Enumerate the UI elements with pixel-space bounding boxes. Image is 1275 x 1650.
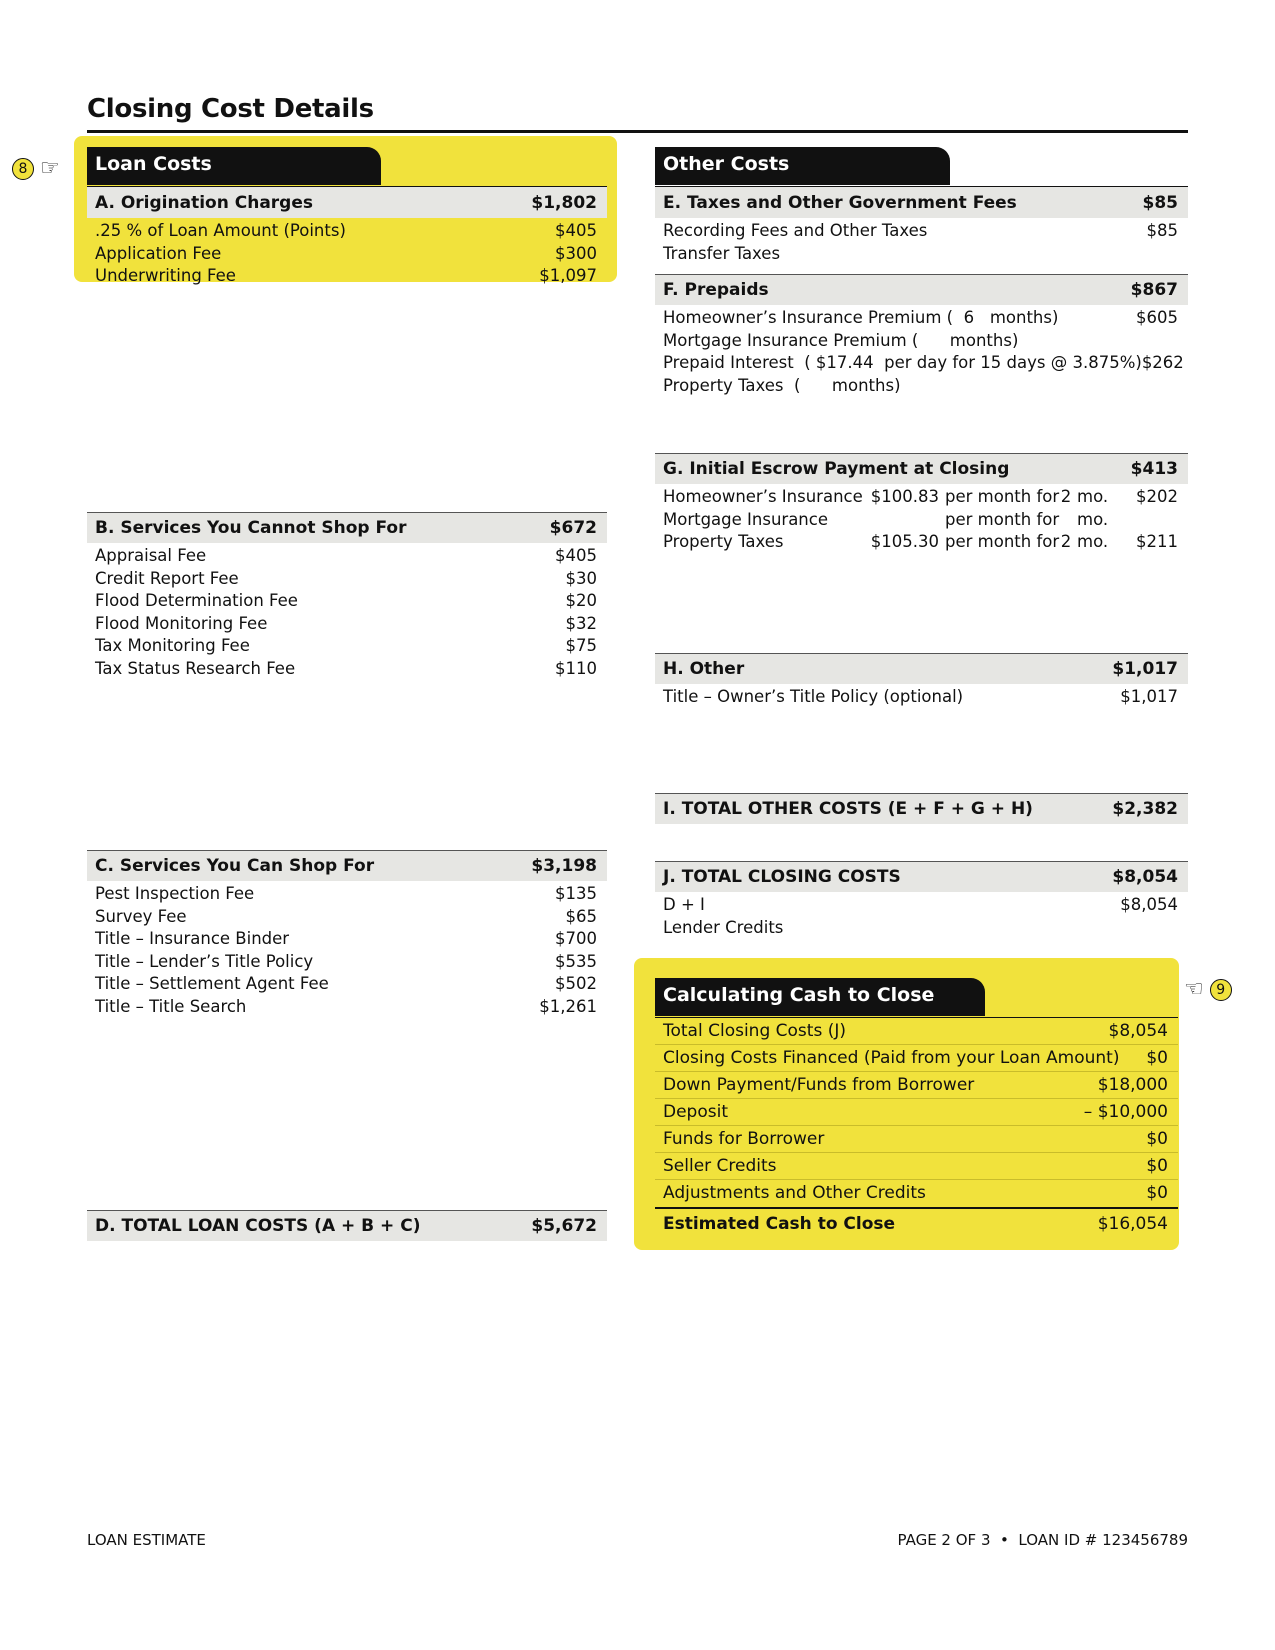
line-item: Recording Fees and Other Taxes $85 <box>663 221 1178 240</box>
tab-label: Calculating Cash to Close <box>655 978 985 1016</box>
section-heading: E. Taxes and Other Government Fees <box>663 192 1017 213</box>
section-total: $413 <box>1130 459 1178 479</box>
marker-8 <box>12 156 60 181</box>
calc-line: Down Payment/Funds from Borrower $18,000 <box>655 1072 1178 1099</box>
escrow-line: Property Taxes $105.30 per month for 2 mo. $211 <box>663 532 1178 551</box>
line-item: .25 % of Loan Amount (Points) $405 <box>95 221 597 240</box>
section-j-rows <box>655 892 1188 939</box>
section-j <box>655 861 1188 939</box>
line-item: Pest Inspection Fee $135 <box>95 884 597 903</box>
cash-to-close-rows <box>655 1018 1178 1237</box>
section-g <box>655 453 1188 554</box>
section-i-header <box>655 793 1188 824</box>
section-heading: F. Prepaids <box>663 280 769 300</box>
tab-label: Loan Costs <box>87 147 381 185</box>
footer-right: PAGE 2 OF 3 • LOAN ID # 123456789 <box>897 1531 1188 1549</box>
tab-rule <box>655 1017 1178 1019</box>
marker-number: 8 <box>12 158 34 180</box>
page-title: Closing Cost Details <box>87 94 374 124</box>
section-heading: D. TOTAL LOAN COSTS (A + B + C) <box>95 1216 421 1236</box>
section-h-rows <box>655 684 1188 709</box>
footer-left: LOAN ESTIMATE <box>87 1531 206 1549</box>
line-item: Lender Credits <box>663 917 784 937</box>
section-total: $867 <box>1130 280 1178 300</box>
section-f-rows <box>655 305 1188 397</box>
line-item: Flood Determination Fee $20 <box>95 591 597 610</box>
line-item: Survey Fee $65 <box>95 906 597 926</box>
cash-to-close-tab <box>655 978 1178 1018</box>
line-item: Tax Status Research Fee $110 <box>95 658 597 678</box>
section-e <box>655 187 1188 265</box>
pointing-hand-icon: ☞ <box>40 156 60 181</box>
line-item: Application Fee $300 <box>95 243 597 263</box>
calc-line: Deposit – $10,000 <box>655 1099 1178 1126</box>
section-h <box>655 653 1188 709</box>
section-b <box>87 512 607 680</box>
line-item: Tax Monitoring Fee $75 <box>95 636 597 655</box>
line-item: Underwriting Fee $1,097 <box>95 266 597 285</box>
line-item: Title – Lender’s Title Policy $535 <box>95 951 597 971</box>
loan-costs-tab <box>87 147 607 187</box>
calc-line: Funds for Borrower $0 <box>655 1126 1178 1153</box>
line-item: Property Taxes ( months) <box>663 375 901 395</box>
section-total: $1,017 <box>1112 659 1178 679</box>
section-a-rows <box>87 218 607 288</box>
section-c <box>87 850 607 1018</box>
line-item: Title – Insurance Binder $700 <box>95 929 597 948</box>
line-item: Prepaid Interest ( $17.44 per day for 15 days @ 3.875%) $262 <box>663 353 1184 372</box>
section-heading: J. TOTAL CLOSING COSTS <box>663 867 901 887</box>
estimated-cash-to-close: Estimated Cash to Close $16,054 <box>655 1207 1178 1237</box>
section-heading: I. TOTAL OTHER COSTS (E + F + G + H) <box>663 799 1033 819</box>
title-rule <box>87 130 1188 133</box>
line-item: Title – Owner’s Title Policy (optional) $1,017 <box>663 687 1178 706</box>
line-item: Homeowner’s Insurance Premium ( 6 months) $605 <box>663 308 1178 327</box>
section-total: $672 <box>549 518 597 538</box>
section-e-header <box>655 187 1188 218</box>
line-item: Flood Monitoring Fee $32 <box>95 613 597 633</box>
section-total: $5,672 <box>531 1216 597 1236</box>
other-costs-column <box>655 147 1188 947</box>
escrow-line: Mortgage Insurance per month for mo. <box>663 509 1109 529</box>
section-a-header <box>87 187 607 218</box>
line-item: Transfer Taxes <box>663 243 781 263</box>
section-f <box>655 274 1188 397</box>
section-i <box>655 793 1188 824</box>
section-b-header <box>87 512 607 543</box>
pointing-hand-icon: ☜ <box>1184 977 1204 1002</box>
section-heading: C. Services You Can Shop For <box>95 856 375 876</box>
tab-label: Other Costs <box>655 147 950 185</box>
calc-line: Adjustments and Other Credits $0 <box>663 1183 1168 1203</box>
section-d <box>87 1210 607 1241</box>
section-total: $85 <box>1142 192 1178 213</box>
section-g-header <box>655 453 1188 484</box>
section-total: $3,198 <box>531 856 597 876</box>
section-total: $1,802 <box>531 192 597 213</box>
calc-line: Closing Costs Financed (Paid from your Loan Amount) $0 <box>655 1045 1178 1072</box>
loan-costs-column <box>87 147 618 1247</box>
section-heading: B. Services You Cannot Shop For <box>95 518 407 538</box>
section-total: $2,382 <box>1112 799 1178 819</box>
line-item: Title – Settlement Agent Fee $502 <box>95 974 597 993</box>
line-item: Mortgage Insurance Premium ( months) <box>663 330 1019 350</box>
section-c-rows <box>87 881 607 1018</box>
section-total: $8,054 <box>1112 867 1178 887</box>
marker-number: 9 <box>1210 979 1232 1001</box>
calc-line: Seller Credits $0 <box>655 1153 1178 1180</box>
calc-line: Total Closing Costs (J) $8,054 <box>655 1018 1178 1045</box>
section-j-header <box>655 861 1188 892</box>
line-item: D + I $8,054 <box>663 895 1178 914</box>
section-c-header <box>87 850 607 881</box>
cash-to-close <box>655 978 1178 1237</box>
section-a <box>87 187 607 288</box>
other-costs-tab <box>655 147 1188 187</box>
section-f-header <box>655 274 1188 305</box>
escrow-line: Homeowner’s Insurance $100.83 per month for 2 mo. $202 <box>663 487 1178 506</box>
section-g-rows <box>655 484 1188 554</box>
line-item: Appraisal Fee $405 <box>95 546 597 565</box>
section-b-rows <box>87 543 607 680</box>
section-heading: A. Origination Charges <box>95 192 313 213</box>
section-heading: G. Initial Escrow Payment at Closing <box>663 459 1010 479</box>
line-item: Credit Report Fee $30 <box>95 568 597 588</box>
marker-9 <box>1184 977 1232 1002</box>
section-d-header <box>87 1210 607 1241</box>
section-heading: H. Other <box>663 659 745 679</box>
line-item: Title – Title Search $1,261 <box>95 996 597 1016</box>
section-h-header <box>655 653 1188 684</box>
section-e-rows <box>655 218 1188 265</box>
